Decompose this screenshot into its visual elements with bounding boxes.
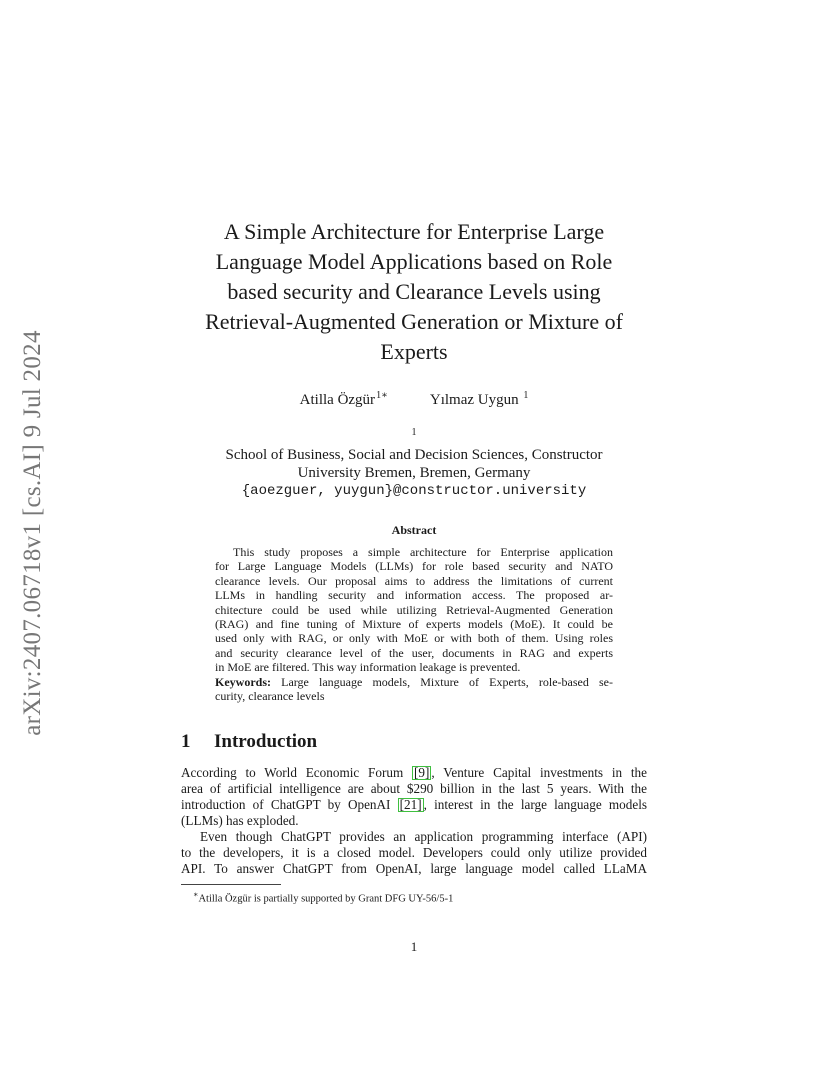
keywords-label: Keywords: [215, 674, 271, 689]
affiliation [170, 424, 658, 500]
introduction-body [181, 765, 647, 877]
section-number: 1 [181, 731, 191, 752]
keywords-text: Large language models, Mixture of Experts, role-based se- [281, 674, 613, 689]
author [300, 390, 388, 409]
footnote-text: Atilla Özgür is partially supported by Grant DFG UY-56/5-1 [198, 893, 454, 905]
body-text-run: introduction of ChatGPT by OpenAI [181, 797, 398, 812]
author-mark: 1∗ [376, 390, 388, 401]
abstract-line: and security clearance level of the user, documents in RAG and experts [215, 645, 613, 660]
author-mark: 1 [523, 390, 529, 401]
title-line: Retrieval-Augmented Generation or Mixture of [205, 309, 623, 334]
body-line: Even though ChatGPT provides an application programming interface (API) [200, 829, 647, 844]
page-number: 1 [410, 939, 418, 954]
abstract-line: chitecture could be used while utilizing Retrieval-Augmented Generation [215, 602, 613, 617]
abstract-line: This study proposes a simple architecture for Enterprise application [233, 545, 613, 559]
abstract-line: (RAG) and fine tuning of Mixture of experts models (MoE). It could be [215, 617, 613, 632]
body-text-run: , interest in the large language models [423, 797, 648, 812]
abstract-body [215, 545, 613, 703]
body-line: API. To answer ChatGPT from OpenAI, large language model called LLaMA [181, 861, 647, 876]
affiliation-line-2: University Bremen, Bremen, Germany [297, 465, 531, 481]
citation-link[interactable]: [21] [399, 797, 422, 812]
author [430, 390, 528, 409]
footnote [193, 890, 453, 905]
body-text-run: According to World Economic Forum [181, 765, 413, 780]
abstract-line: clearance levels. Our proposal aims to address the limitations of current [215, 573, 613, 588]
arxiv-identifier [18, 313, 48, 753]
affiliation-line-1 [170, 424, 658, 464]
author-emails: {aoezguer, yuygun}@constructor.university [241, 483, 587, 499]
arxiv-identifier-text: arXiv:2407.06718v1 [cs.AI] 9 Jul 2024 [19, 330, 46, 736]
keywords-line [215, 675, 613, 689]
title-line: A Simple Architecture for Enterprise Large [223, 219, 605, 244]
body-text-run: , Venture Capital investments in the [431, 765, 647, 780]
abstract-line: in MoE are filtered. This way information leakage is prevented. [215, 660, 521, 675]
body-line [181, 765, 647, 781]
author-name: Yılmaz Uygun [429, 392, 519, 408]
affiliation-mark: 1 [411, 427, 417, 438]
body-line: (LLMs) has exploded. [181, 813, 299, 828]
affiliation-text: School of Business, Social and Decision Sciences, Constructor [225, 447, 603, 463]
title-line: based security and Clearance Levels using [227, 279, 601, 304]
body-line: to the developers, it is a closed model. Developers could only utilize provided [181, 845, 647, 860]
title-line: Experts [380, 339, 448, 364]
abstract-heading: Abstract [391, 523, 437, 537]
title-line: Language Model Applications based on Role [215, 249, 613, 274]
footnote-mark: ∗ [193, 890, 199, 899]
section-heading [181, 731, 317, 753]
section-title: Introduction [214, 731, 318, 752]
paper-title [170, 217, 658, 367]
author-list [200, 390, 628, 409]
footnote-divider [181, 884, 281, 885]
body-line [181, 797, 647, 813]
body-line: area of artificial intelligence are about $290 billion in the last 5 years. With the [181, 781, 647, 796]
abstract-line: used only with RAG, or only with MoE or with both of them. Using roles [215, 631, 613, 646]
keywords-line-2: curity, clearance levels [215, 689, 325, 704]
author-name: Atilla Özgür [299, 392, 376, 408]
abstract-line: for Large Language Models (LLMs) for role based security and NATO [215, 559, 613, 574]
abstract-line: LLMs in handling security and information access. The proposed ar- [215, 588, 613, 603]
citation-link[interactable]: [9] [414, 765, 430, 780]
